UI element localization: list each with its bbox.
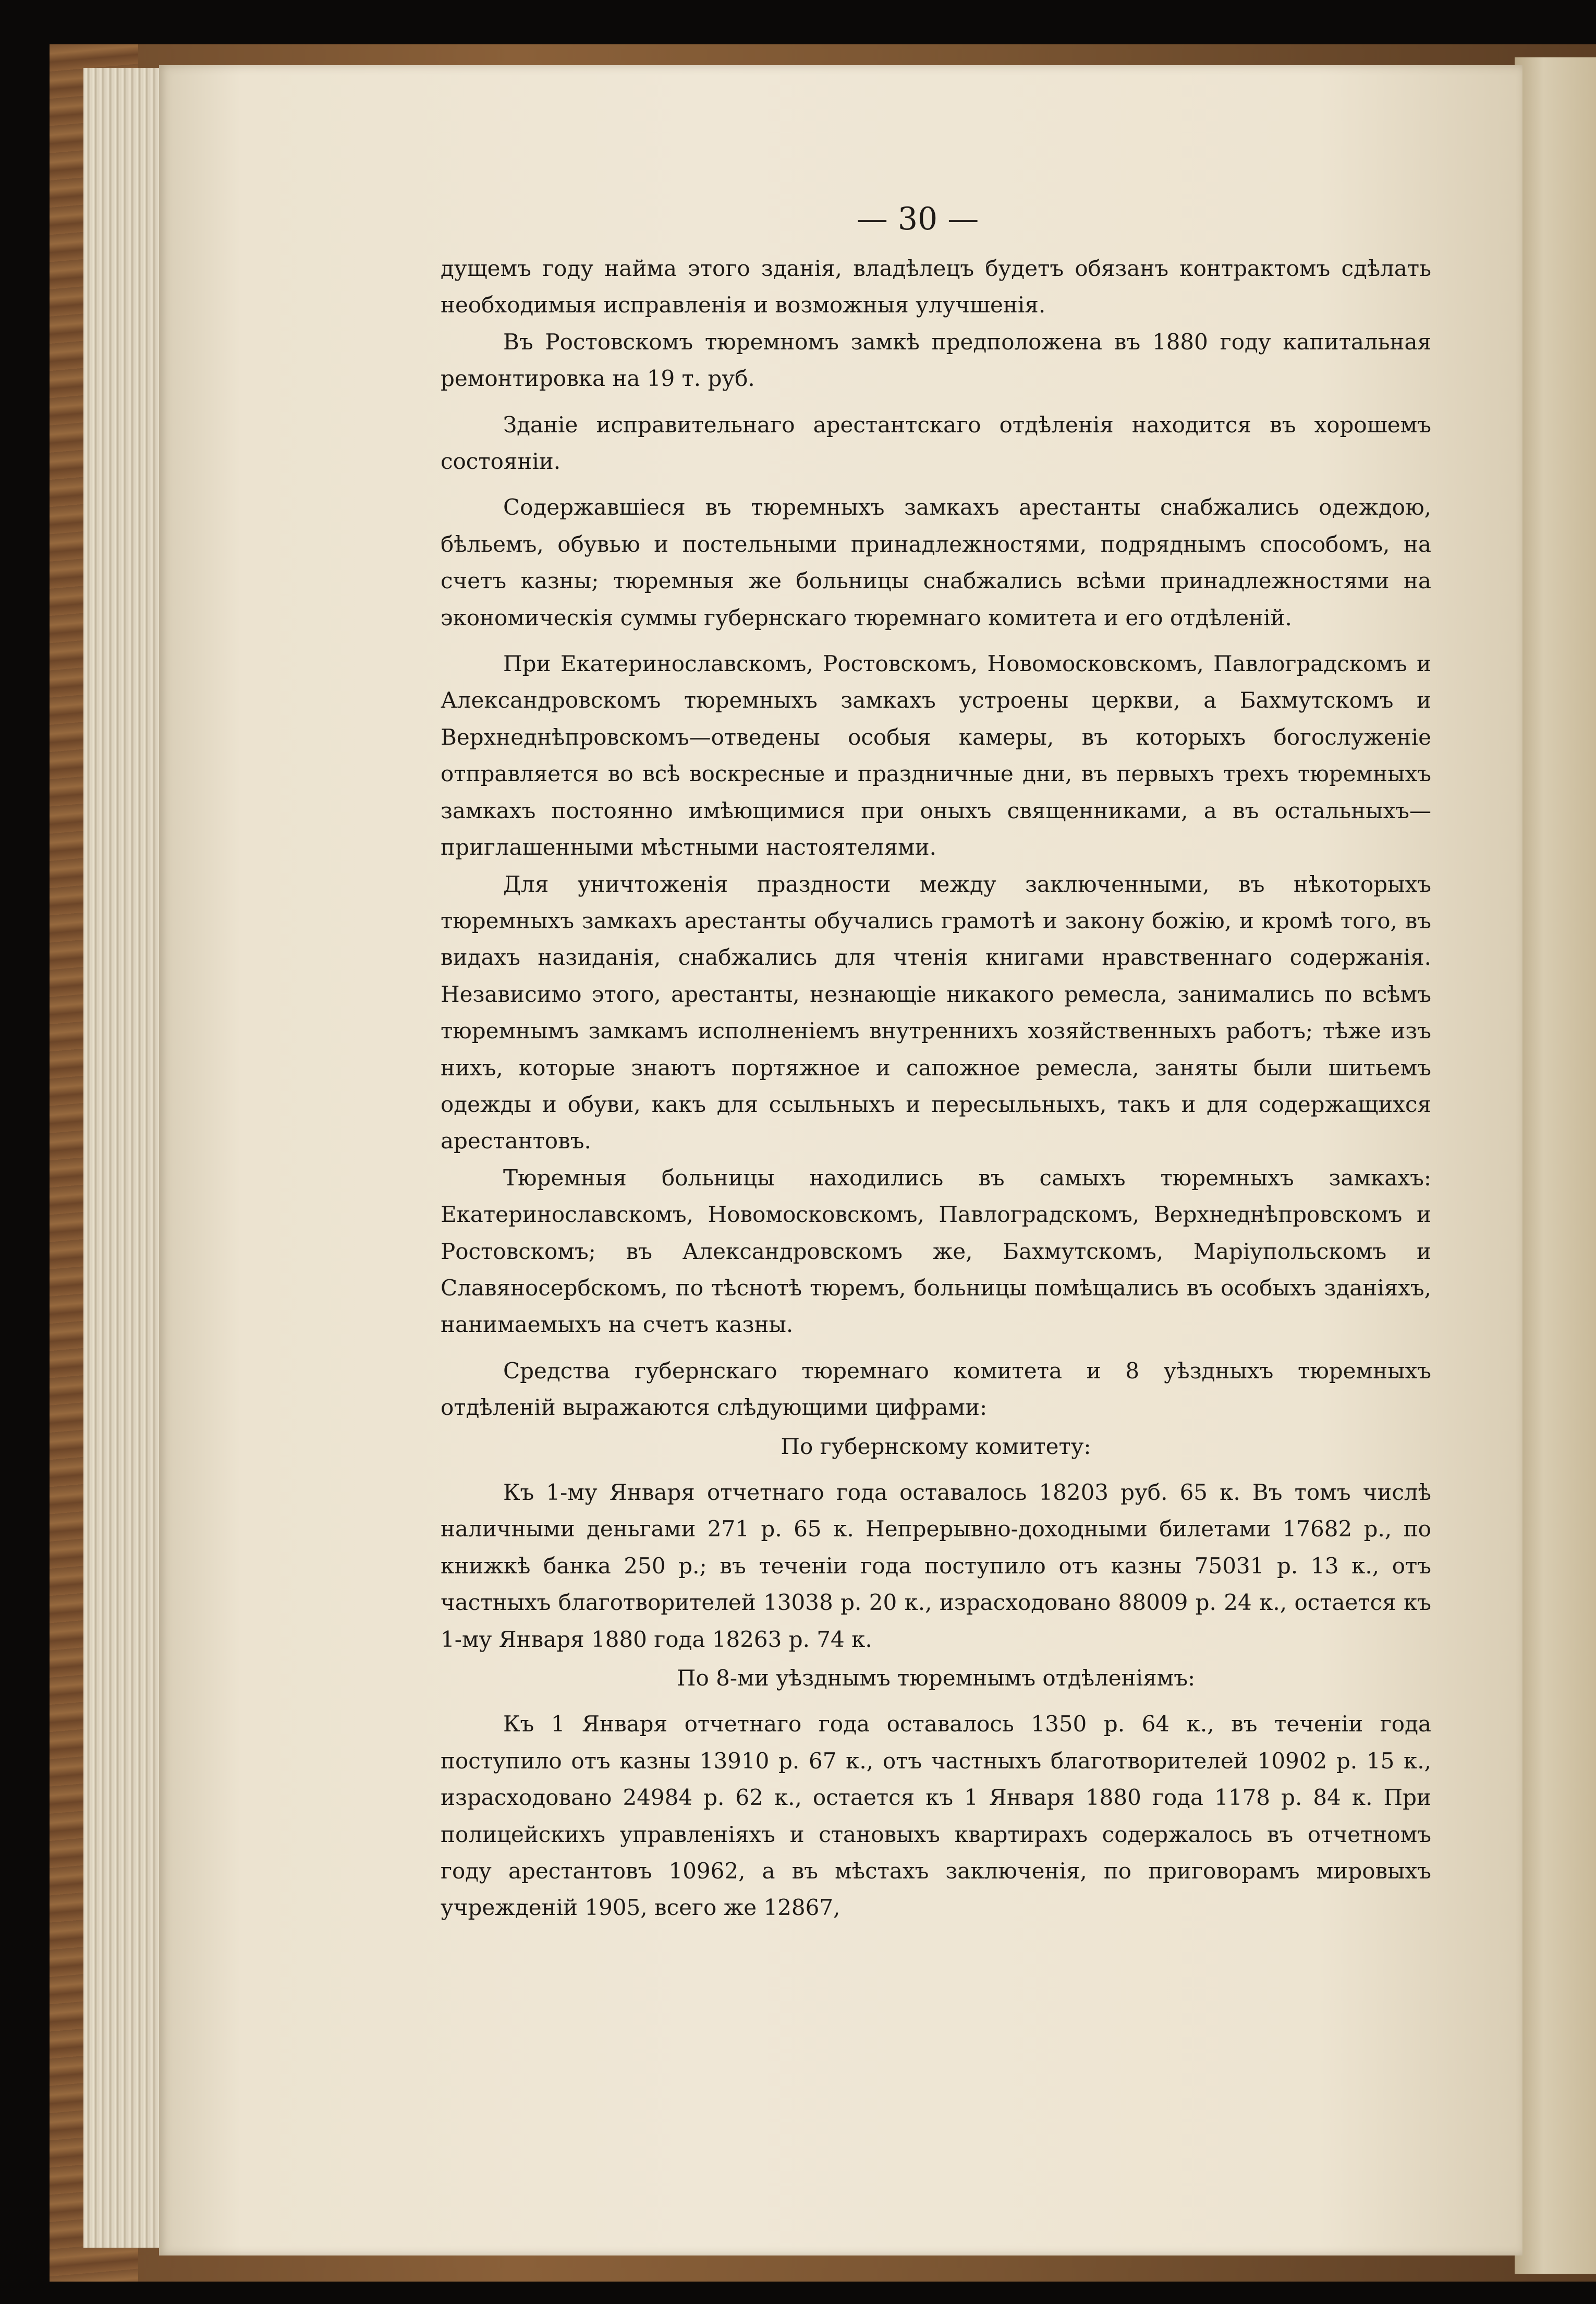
paragraph-supplies: Содержавшіеся въ тюремныхъ замкахъ арестанты снабжались одеждою, бѣльемъ, обувью и постельными принадлежностями, подряднымъ способомъ, на счетъ казны; тюремныя же больницы снабжались всѣми принадлежностями на экономическія суммы губернскаго тюремнаго комитета и его отдѣленій. (441, 494, 1431, 630)
paragraph-hospitals: Тюремныя больницы находились въ самыхъ тюремныхъ замкахъ: Екатеринославскомъ, Новомосковскомъ, Павлоградскомъ, Верхнеднѣпровскомъ и Ростовскомъ; въ Александровскомъ же, Бахмутскомъ, Маріупольскомъ и Славяносербскомъ, по тѣснотѣ тюремъ, больницы помѣщались въ особыхъ зданіяхъ, нанимаемыхъ на счетъ казны. (441, 1165, 1431, 1338)
paragraph-education-work: Для уничтоженія праздности между заключенными, въ нѣкоторыхъ тюремныхъ замкахъ арестанты обучались грамотѣ и закону божію, и кромѣ того, въ видахъ назиданія, снабжались для чтенія книгами нравственнаго содержанія. Независимо этого, арестанты, незнающіе никакого ремесла, занимались по всѣмъ тюремнымъ замкамъ исполненіемъ внутреннихъ хозяйственныхъ работъ; тѣже изъ нихъ, которые знаютъ портяжное и сапожное ремесла, заняты были шитьемъ одежды и обуви, какъ для ссыльныхъ и пересыльныхъ, такъ и для содержащихся арестантовъ. (441, 871, 1431, 1154)
page-number: — 30 — (856, 201, 979, 237)
paragraph-churches: При Екатеринославскомъ, Ростовскомъ, Новомосковскомъ, Павлоградскомъ и Александровскомъ тюремныхъ замкахъ устроены церкви, а Бахмутскомъ и Верхнеднѣпровскомъ—отведены особыя камеры, въ которыхъ богослуженіе отправляется во всѣ воскресные и праздничные дни, въ первыхъ трехъ тюремныхъ замкахъ постоянно имѣющимися при оныхъ священниками, а въ остальныхъ—приглашенными мѣстными настоятелями. (441, 651, 1431, 860)
paragraph-district-funds: Къ 1 Января отчетнаго года оставалось 1350 р. 64 к., въ теченіи года поступило отъ казны 13910 р. 67 к., отъ частныхъ благотворителей 10902 р. 15 к., израсходовано 24984 р. 62 к., остается къ 1 Января 1880 года 1178 р. 84 к. При полицейскихъ управленіяхъ и становыхъ квартирахъ содержалось въ отчетномъ году арестантовъ 10962, а въ мѣстахъ заключенія, по приговорамъ мировыхъ учрежденій 1905, всего же 12867, (441, 1711, 1431, 1921)
heading-district-departments: По 8-ми уѣзднымъ тюремнымъ отдѣленіямъ: (676, 1665, 1196, 1691)
page-stack-edge (83, 68, 162, 2248)
paragraph-correctional-building: Зданіе исправительнаго арестантскаго отдѣленія находится въ хорошемъ состояніи. (441, 411, 1431, 475)
heading-provincial-committee: По губернскому комитету: (781, 1433, 1091, 1459)
page-body (441, 250, 1431, 1926)
paragraph-rostov-repair: Въ Ростовскомъ тюремномъ замкѣ предположена въ 1880 году капитальная ремонтировка на 19 т. руб. (441, 329, 1431, 392)
paragraph-provincial-funds: Къ 1-му Января отчетнаго года оставалось 18203 руб. 65 к. Въ томъ числѣ наличными деньгами 271 р. 65 к. Непрерывно-доходными билетами 17682 р., по книжкѣ банка 250 р.; въ теченіи года поступило отъ казны 75031 р. 13 к., отъ частныхъ благотворителей 13038 р. 20 к., израсходовано 88009 р. 24 к., остается къ 1-му Января 1880 года 18263 р. 74 к. (441, 1480, 1431, 1652)
paragraph-continuation: дущемъ году найма этого зданія, владѣлецъ будетъ обязанъ контрактомъ сдѣлать необходимыя исправленія и возможныя улучшенія. (441, 256, 1431, 318)
facing-page-edge (1515, 57, 1596, 2274)
paragraph-funds-intro: Средства губернскаго тюремнаго комитета и 8 уѣздныхъ тюремныхъ отдѣленій выражаются слѣдующими цифрами: (441, 1357, 1431, 1421)
